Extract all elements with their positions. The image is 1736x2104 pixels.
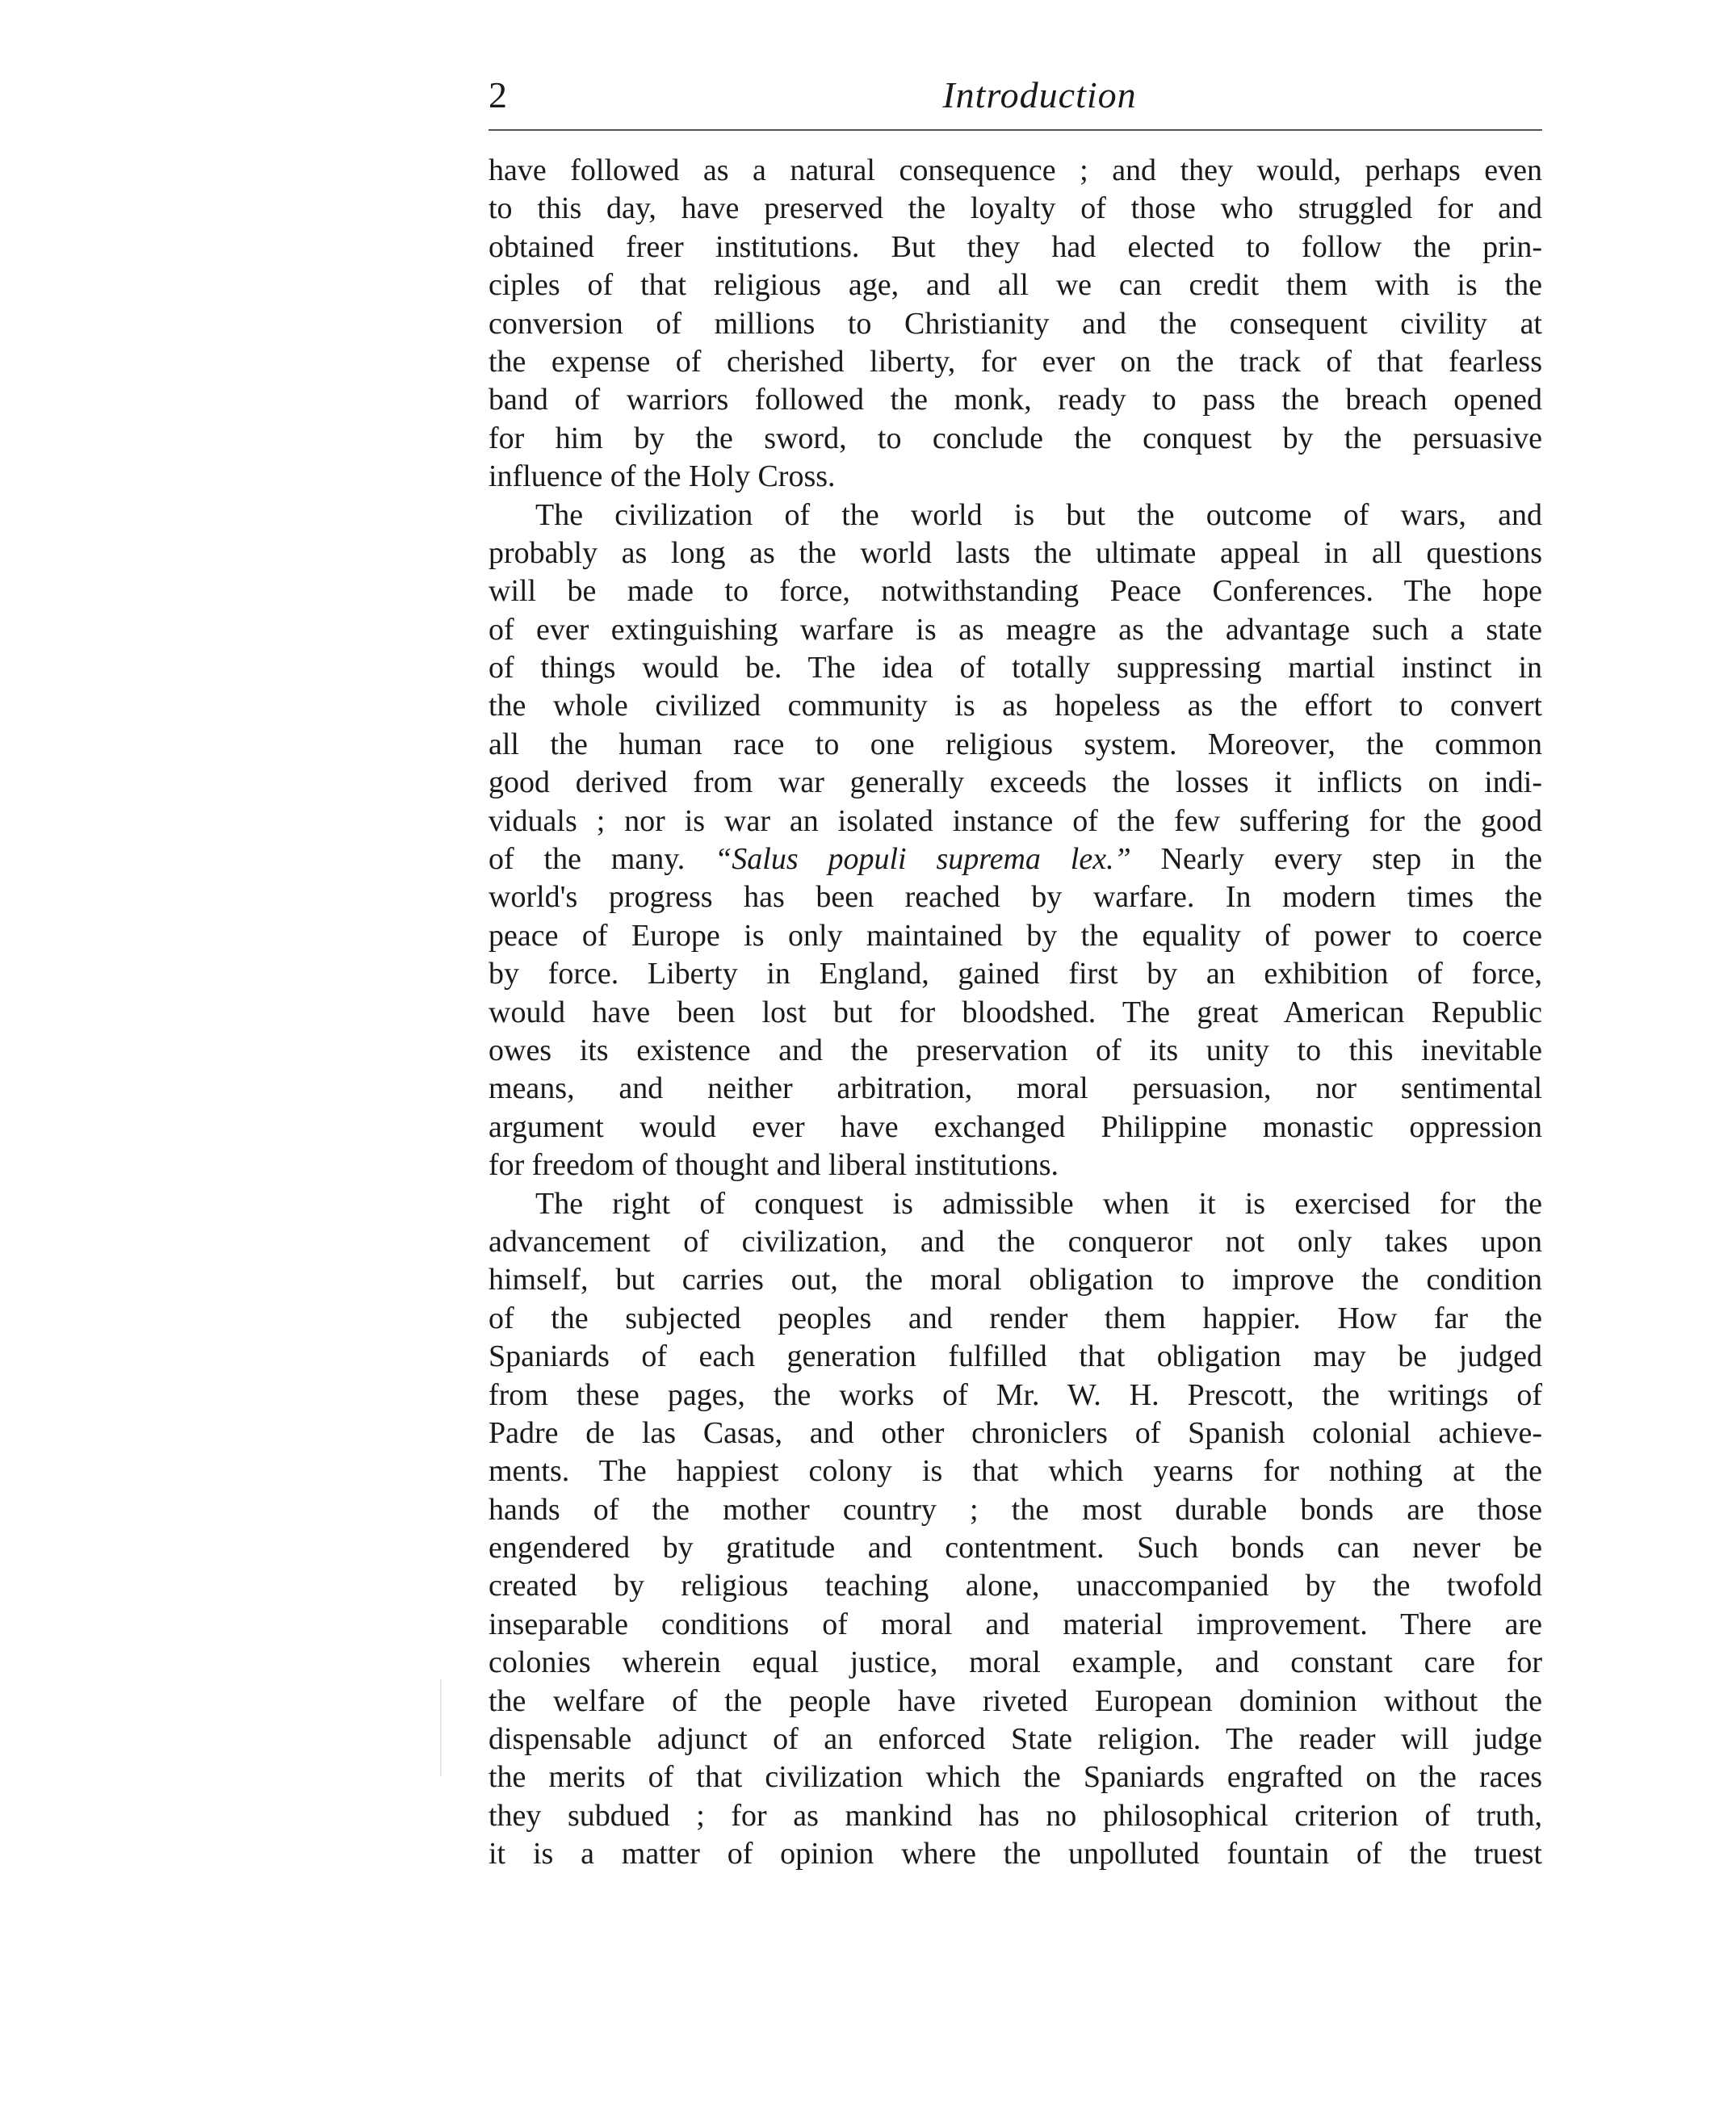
- text-line: advancement of civilization, and the conqueror not only takes upon: [489, 1224, 1542, 1259]
- text-line: of things would be. The idea of totally suppressing martial instinct in: [489, 651, 1542, 685]
- text-line: argument would ever have exchanged Philippine monastic oppression: [489, 1109, 1542, 1144]
- text-line: obtained freer institutions. But they had elected to follow the prin-: [489, 229, 1542, 264]
- text-line: viduals ; nor is war an isolated instance of the few suffering for the good: [489, 803, 1542, 838]
- text-line: Spaniards of each generation fulfilled that obligation may be judged: [489, 1339, 1542, 1374]
- text-line: The right of conquest is admissible when it is exercised for the: [535, 1186, 1542, 1221]
- text-line: it is a matter of opinion where the unpolluted fountain of the truest: [489, 1837, 1542, 1871]
- text-line: probably as long as the world lasts the ultimate appeal in all questions: [489, 535, 1542, 570]
- text-fragment: Nearly every step in the: [1160, 842, 1543, 877]
- text-line: would have been lost but for bloodshed. The great American Republic: [489, 995, 1542, 1029]
- text-line: from these pages, the works of Mr. W. H. Prescott, the writings of: [489, 1377, 1542, 1412]
- text-line: conversion of millions to Christianity and the consequent civility at: [489, 306, 1542, 341]
- text-line: good derived from war generally exceeds the losses it inflicts on indi-: [489, 765, 1542, 800]
- text-line: for him by the sword, to conclude the conquest by the persuasive: [489, 421, 1542, 455]
- text-line: have followed as a natural consequence ; and they would, perhaps even: [489, 153, 1542, 187]
- text-line-with-quote: [489, 840, 1542, 878]
- text-line: all the human race to one religious system. Moreover, the common: [489, 727, 1542, 761]
- text-line: will be made to force, notwithstanding Peace Conferences. The hope: [489, 574, 1542, 609]
- text-line: colonies wherein equal justice, moral example, and constant care for: [489, 1645, 1542, 1680]
- text-line: ciples of that religious age, and all we can credit them with is the: [489, 268, 1542, 303]
- text-line: the welfare of the people have riveted European dominion without the: [489, 1683, 1542, 1718]
- text-line: created by religious teaching alone, unaccompanied by the twofold: [489, 1569, 1542, 1603]
- body-text: [489, 152, 1542, 1874]
- text-line: the whole civilized community is as hopeless as the effort to convert: [489, 689, 1542, 723]
- text-line: himself, but carries out, the moral obligation to improve the condition: [489, 1263, 1542, 1297]
- text-line: inseparable conditions of moral and material improvement. There are: [489, 1607, 1542, 1641]
- margin-mark: [440, 1679, 442, 1776]
- text-line: ments. The happiest colony is that which yearns for nothing at the: [489, 1454, 1542, 1489]
- text-line: of ever extinguishing warfare is as meagre as the advantage such a state: [489, 612, 1542, 647]
- text-fragment: of the many.: [489, 842, 686, 877]
- text-line: means, and neither arbitration, moral persuasion, nor sentimental: [489, 1071, 1542, 1106]
- text-line: world's progress has been reached by warfare. In modern times the: [489, 880, 1542, 915]
- text-line: the merits of that civilization which the Spaniards engrafted on the races: [489, 1760, 1542, 1795]
- text-line: they subdued ; for as mankind has no philosophical criterion of truth,: [489, 1798, 1542, 1833]
- text-line: the expense of cherished liberty, for ever on the track of that fearless: [489, 344, 1542, 379]
- text-line: owes its existence and the preservation of its unity to this inevitable: [489, 1033, 1542, 1067]
- header-rule: [489, 129, 1542, 131]
- text-line: by force. Liberty in England, gained first by an exhibition of force,: [489, 957, 1542, 991]
- running-head: [489, 71, 1542, 128]
- text-line: influence of the Holy Cross.: [489, 459, 836, 494]
- text-line: Padre de las Casas, and other chroniclers of Spanish colonial achieve-: [489, 1415, 1542, 1450]
- text-line: peace of Europe is only maintained by the equality of power to coerce: [489, 918, 1542, 953]
- text-line: to this day, have preserved the loyalty of those who struggled for and: [489, 191, 1542, 226]
- text-line: engendered by gratitude and contentment. Such bonds can never be: [489, 1531, 1542, 1565]
- text-line: for freedom of thought and liberal institutions.: [489, 1148, 1059, 1183]
- text-line: hands of the mother country ; the most durable bonds are those: [489, 1492, 1542, 1527]
- text-line: band of warriors followed the monk, ready to pass the breach opened: [489, 383, 1542, 417]
- text-line: dispensable adjunct of an enforced State religion. The reader will judge: [489, 1722, 1542, 1757]
- running-title: Introduction: [942, 74, 1137, 115]
- page-number: 2: [489, 74, 507, 115]
- text-line: The civilization of the world is but the outcome of wars, and: [535, 497, 1542, 532]
- latin-quote: “Salus populi suprema lex.”: [715, 842, 1131, 877]
- text-line: of the subjected peoples and render them happier. How far the: [489, 1301, 1542, 1335]
